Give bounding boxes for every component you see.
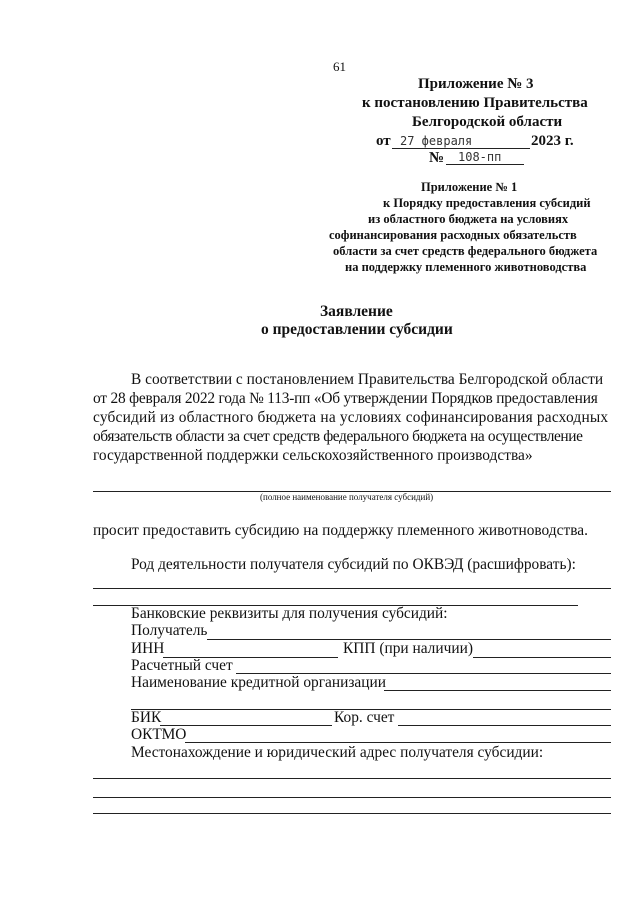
address-line-3[interactable]: [93, 813, 611, 814]
header-line-3: Белгородской области: [412, 114, 563, 130]
bik-label: БИК: [131, 709, 162, 726]
oktmo-field[interactable]: [185, 742, 611, 743]
oktmo-label: ОКТМО: [131, 726, 187, 743]
bank-name-field[interactable]: [384, 690, 611, 691]
corr-account-field[interactable]: [398, 725, 611, 726]
recipient-caption: (полное наименование получателя субсидий): [260, 492, 434, 502]
number-handwritten: 108-пп: [458, 150, 502, 164]
bank-heading: Банковские реквизиты для получения субсидий:: [131, 605, 448, 622]
address-line-1[interactable]: [93, 778, 611, 779]
doc-subtitle: о предоставлении субсидии: [261, 321, 453, 338]
header-line-2: к постановлению Правительства: [362, 95, 588, 111]
request-text: просит предоставить субсидию на поддержку племенного животноводства.: [93, 522, 588, 539]
kpp-label: КПП (при наличии): [343, 640, 473, 657]
address-line-2[interactable]: [93, 797, 611, 798]
doc-title: Заявление: [320, 303, 393, 320]
okved-label: Род деятельности получателя субсидий по ОКВЭД (расшифровать):: [131, 556, 576, 573]
page-number: 61: [333, 59, 346, 74]
appendix-title: Приложение № 3: [418, 76, 534, 92]
recipient-label: Получатель: [131, 622, 208, 639]
corr-account-label: Кор. счет: [334, 709, 395, 726]
account-label: Расчетный счет: [131, 657, 233, 674]
sub-header-line: софинансирования расходных обязательств: [329, 228, 577, 242]
intro-line: В соответствии с постановлением Правительства Белгородской области: [131, 371, 604, 388]
number-prefix: №: [429, 150, 445, 166]
intro-line: от 28 февраля 2022 года № 113-пп «Об утверждении Порядков предоставления: [93, 390, 598, 407]
date-suffix: 2023 г.: [531, 133, 574, 149]
intro-line: государственной поддержки сельскохозяйственного производства»: [93, 447, 533, 464]
bank-name-label: Наименование кредитной организации: [131, 674, 386, 691]
intro-line: субсидий из областного бюджета на условиях софинансирования расходных: [93, 409, 609, 426]
date-underline: [392, 148, 530, 149]
sub-header-title: Приложение № 1: [421, 180, 518, 194]
sub-header-line: из областного бюджета на условиях: [368, 212, 569, 226]
sub-header-line: на поддержку племенного животноводства: [345, 260, 587, 274]
address-label: Местонахождение и юридический адрес получателя субсидии:: [131, 744, 544, 761]
date-prefix: от: [376, 133, 391, 149]
sub-header-line: области за счет средств федерального бюджета: [333, 244, 598, 258]
number-underline: [446, 164, 524, 165]
okved-line-1: [93, 588, 611, 589]
date-handwritten: 27 февраля: [400, 134, 473, 148]
kpp-field[interactable]: [473, 657, 611, 658]
intro-line: обязательств области за счет средств федерального бюджета на осуществление: [93, 428, 583, 445]
sub-header-line: к Порядку предоставления субсидий: [383, 196, 591, 210]
inn-label: ИНН: [131, 640, 165, 657]
